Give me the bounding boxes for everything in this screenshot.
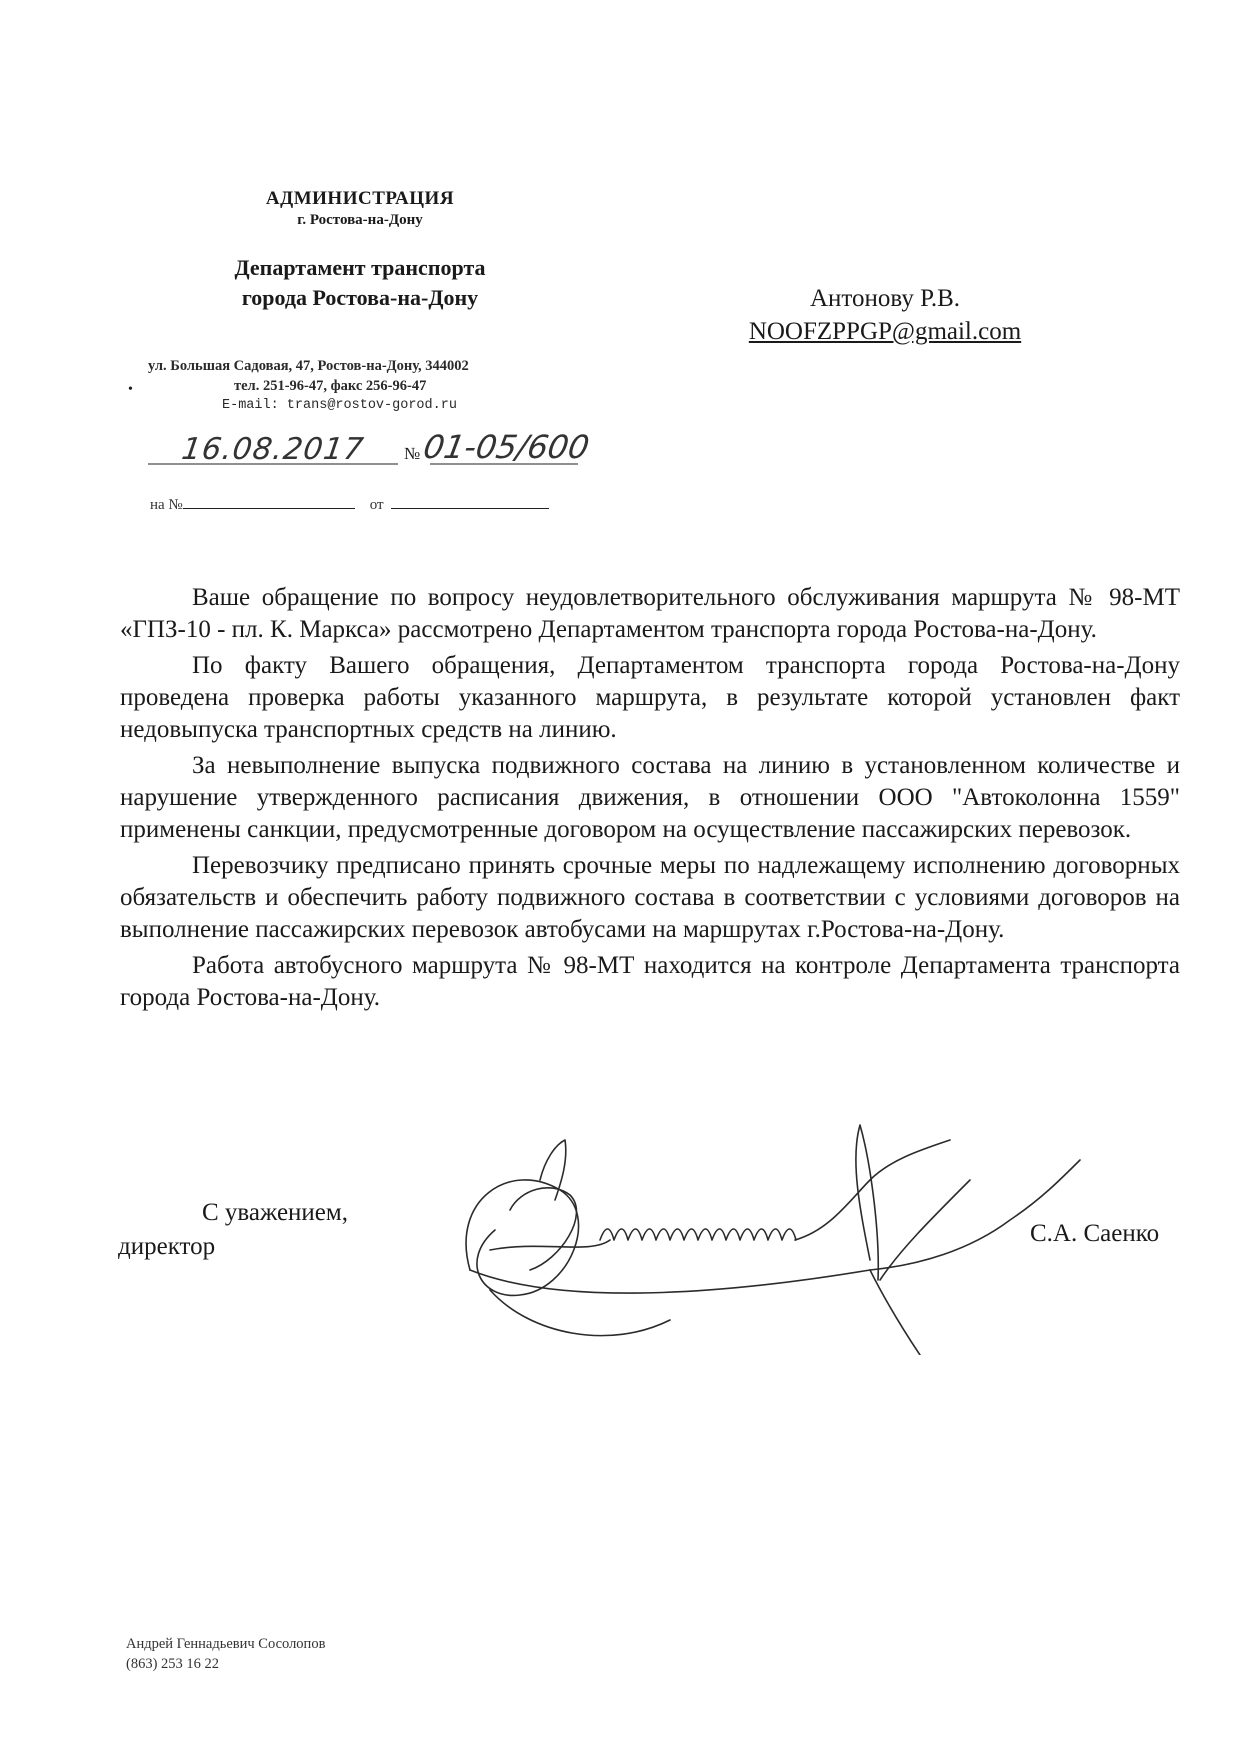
reference-number-label: на № xyxy=(150,497,183,513)
body-paragraph: По факту Вашего обращения, Департаментом транспорта города Ростова-на-Дону проведена проверка работы указанного маршрута, в результате которой установлен факт недовыпуска транспортных средств на линию. xyxy=(120,652,1180,743)
reference-number-blank xyxy=(183,494,355,509)
letterhead-department xyxy=(130,253,590,313)
signer-name: С.А. Саенко xyxy=(1030,1220,1160,1247)
reference-row xyxy=(150,494,549,514)
addressee xyxy=(720,282,1050,348)
department-line-1: Департамент транспорта xyxy=(234,255,486,280)
letterhead-phone-fax: тел. 251-96-47, факс 256-96-47 xyxy=(234,378,427,394)
signature-block xyxy=(118,1196,348,1264)
letterhead-email: E-mail: trans@rostov-gorod.ru xyxy=(222,398,457,413)
letterhead-admin: АДМИНИСТРАЦИЯ xyxy=(265,188,455,209)
addressee-name: Антонову Р.В. xyxy=(809,285,961,312)
letterhead xyxy=(130,188,590,313)
letterhead-contacts xyxy=(148,356,578,416)
addressee-email: NOOFZPPGP@gmail.com xyxy=(748,318,1022,345)
letter-body xyxy=(120,582,1180,1018)
registration-number-label: № xyxy=(404,444,421,463)
department-line-2: города Ростова-на-Дону xyxy=(241,285,479,310)
letterhead-address: ул. Большая Садовая, 47, Ростов-на-Дону, 344002 xyxy=(148,358,469,374)
reference-from-label: от xyxy=(369,497,384,513)
margin-mark: • xyxy=(128,382,133,397)
body-paragraph: Перевозчику предписано принять срочные меры по надлежащему исполнению договорных обязательств и обеспечить работу подвижного состава в соответствии с условиями договоров на выполнение пассажирских перевозок автобусами на маршрутах г.Ростова-на-Дону. xyxy=(120,852,1180,943)
executor-name: Андрей Геннадьевич Сосолопов xyxy=(126,1636,326,1652)
signer-position: директор xyxy=(118,1233,216,1260)
handwritten-signature xyxy=(450,1120,1090,1355)
body-paragraph: Работа автобусного маршрута № 98-МТ находится на контроле Департамента транспорта города Ростова-на-Дону. xyxy=(120,952,1180,1011)
closing-phrase: С уважением, xyxy=(202,1199,348,1226)
registration-date: 16.08.2017 xyxy=(179,432,367,467)
letterhead-city: г. Ростова-на-Дону xyxy=(297,212,423,228)
body-paragraph: За невыполнение выпуска подвижного состава на линию в установленном количестве и нарушение утвержденного расписания движения, в отношении ООО "Автоколонна 1559" применены санкции, предусмотренные договором на осуществление пассажирских перевозок. xyxy=(120,752,1180,843)
executor-info xyxy=(126,1634,325,1674)
body-paragraph: Ваше обращение по вопросу неудовлетворительного обслуживания маршрута № 98-МТ «ГПЗ-10 - пл. К. Маркса» рассмотрено Департаментом транспорта города Ростова-на-Дону. xyxy=(120,584,1180,643)
executor-phone: (863) 253 16 22 xyxy=(126,1656,220,1672)
registration-number: 01-05/600 xyxy=(420,428,593,466)
reference-date-blank xyxy=(391,494,549,509)
